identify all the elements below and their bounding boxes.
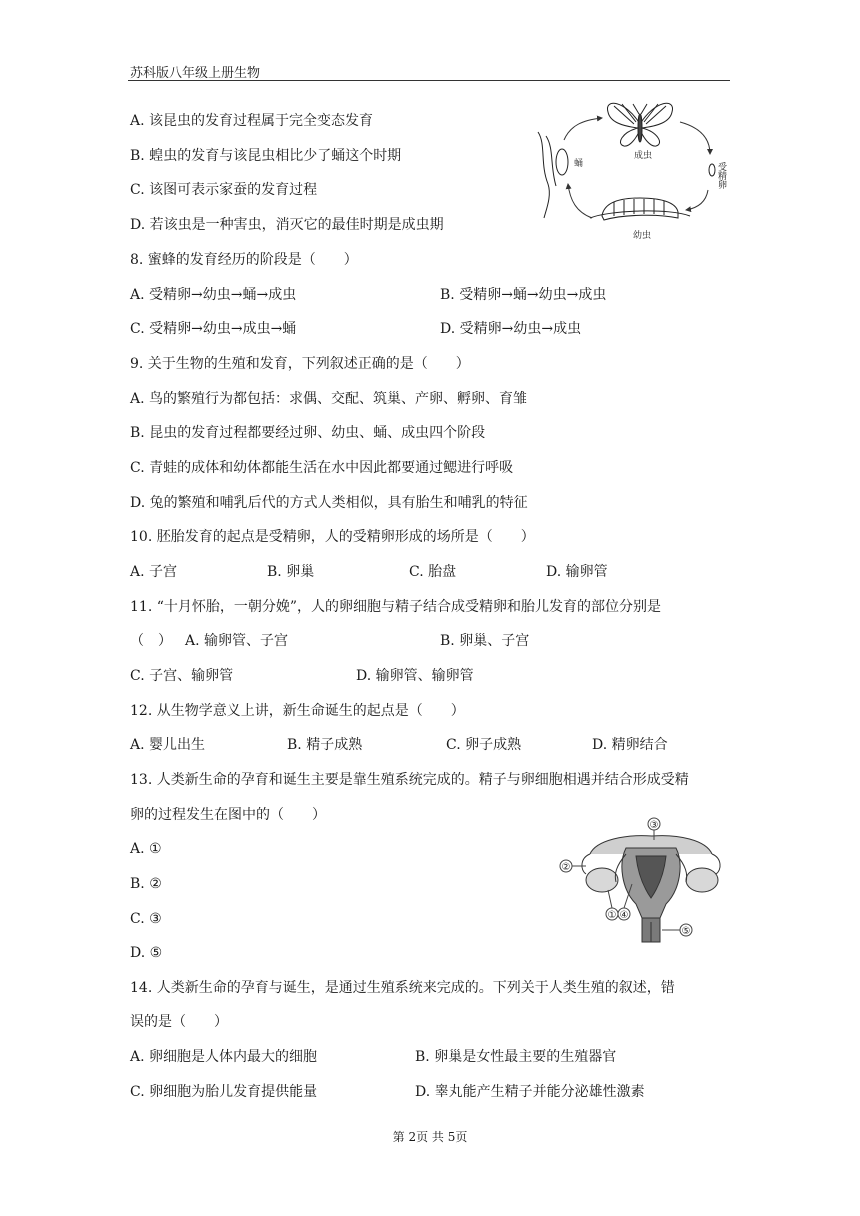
- female-reproductive-system-figure: [556, 814, 736, 946]
- q8-option-a: A. 受精卵→幼虫→蛹→成虫: [130, 287, 297, 303]
- egg-label: 受精卵: [716, 162, 726, 189]
- q13-option-c: C. ③: [130, 911, 162, 927]
- larva-icon: [590, 198, 690, 220]
- q13-option-a: A. ①: [130, 841, 162, 857]
- q9-option-b: B. 昆虫的发育过程都要经过卵、幼虫、蛹、成虫四个阶段: [130, 425, 486, 441]
- q8-option-b: B. 受精卵→蛹→幼虫→成虫: [440, 287, 607, 303]
- larva-label: 幼虫: [633, 231, 652, 241]
- q11-option-c: C. 子宫、输卵管: [130, 668, 234, 684]
- butterfly-icon: [608, 103, 673, 146]
- q10-option-b: B. 卵巢: [267, 564, 315, 580]
- page-footer: 第 2页 共 5页: [392, 1130, 468, 1144]
- arrow-pupa-to-adult: [564, 118, 602, 140]
- q12-stem: 12. 从生物学意义上讲，新生命诞生的起点是（ ）: [130, 703, 465, 719]
- q12-option-b: B. 精子成熟: [287, 737, 363, 753]
- document-header: 苏科版八年级上册生物: [130, 66, 261, 81]
- q9-option-d: D. 兔的繁殖和哺乳后代的方式人类相似，具有胎生和哺乳的特征: [130, 495, 528, 511]
- q8-option-d: D. 受精卵→幼虫→成虫: [440, 321, 582, 337]
- insect-life-cycle-figure: [530, 94, 740, 246]
- q7-option-d: D. 若该虫是一种害虫，消灭它的最佳时期是成虫期: [130, 217, 444, 233]
- q10-stem: 10. 胚胎发育的起点是受精卵，人的受精卵形成的场所是（ ）: [130, 529, 535, 545]
- q14-stem-line2: 误的是（ ）: [130, 1014, 228, 1030]
- q9-stem: 9. 关于生物的生殖和发育，下列叙述正确的是（ ）: [130, 356, 470, 372]
- q9-option-a: A. 鸟的繁殖行为都包括：求偶、交配、筑巢、产卵、孵卵、育雏: [130, 391, 528, 407]
- q12-option-d: D. 精卵结合: [592, 737, 668, 753]
- egg-icon: [709, 164, 715, 176]
- q11-paren: （ ）: [130, 633, 172, 649]
- label-1: ①: [607, 910, 617, 921]
- q12-option-c: C. 卵子成熟: [446, 737, 522, 753]
- uterus-illustration: [582, 836, 720, 942]
- q14-option-c: C. 卵细胞为胎儿发育提供能量: [130, 1084, 318, 1100]
- q11-stem: 11. “十月怀胎，一朝分娩”，人的卵细胞与精子结合成受精卵和胎儿发育的部位分别是: [130, 599, 662, 615]
- q11-option-b: B. 卵巢、子宫: [440, 633, 530, 649]
- q7-option-a: A. 该昆虫的发育过程属于完全变态发育: [130, 113, 374, 129]
- arrow-adult-to-egg: [680, 122, 710, 154]
- q7-option-c: C. 该图可表示家蚕的发育过程: [130, 182, 318, 198]
- label-2: ②: [561, 862, 571, 873]
- adult-label: 成虫: [634, 151, 653, 161]
- header-rule: [128, 80, 730, 81]
- q8-stem: 8. 蜜蜂的发育经历的阶段是（ ）: [130, 252, 358, 268]
- q14-stem-line1: 14. 人类新生命的孕育与诞生，是通过生殖系统来完成的。下列关于人类生殖的叙述，错: [130, 980, 675, 996]
- q10-option-c: C. 胎盘: [409, 564, 457, 580]
- q11-option-d: D. 输卵管、输卵管: [356, 668, 474, 684]
- q7-option-b: B. 蝗虫的发育与该昆虫相比少了蛹这个时期: [130, 148, 402, 164]
- label-3: ③: [649, 820, 659, 831]
- q10-option-d: D. 输卵管: [546, 564, 608, 580]
- q9-option-c: C. 青蛙的成体和幼体都能生活在水中因此都要通过鳃进行呼吸: [130, 460, 514, 476]
- arrow-egg-to-larva: [686, 190, 708, 210]
- q13-stem-line2: 卵的过程发生在图中的（ ）: [130, 807, 326, 823]
- q14-option-d: D. 睾丸能产生精子并能分泌雄性激素: [415, 1084, 645, 1100]
- q11-option-a: A. 输卵管、子宫: [185, 633, 289, 649]
- q13-stem-line1: 13. 人类新生命的孕育和诞生主要是靠生殖系统完成的。精子与卵细胞相遇并结合形成受精: [130, 772, 689, 788]
- q13-option-d: D. ⑤: [130, 945, 163, 961]
- pupa-icon: [538, 132, 568, 218]
- q14-option-b: B. 卵巢是女性最主要的生殖器官: [415, 1049, 617, 1065]
- q13-option-b: B. ②: [130, 876, 162, 892]
- q8-option-c: C. 受精卵→幼虫→成虫→蛹: [130, 321, 297, 337]
- q14-option-a: A. 卵细胞是人体内最大的细胞: [130, 1049, 318, 1065]
- q10-option-a: A. 子宫: [130, 564, 178, 580]
- label-4: ④: [619, 910, 629, 921]
- pupa-label: 蛹: [574, 159, 584, 169]
- arrow-larva-to-pupa: [568, 184, 592, 218]
- q12-option-a: A. 婴儿出生: [130, 737, 206, 753]
- label-5: ⑤: [681, 926, 691, 937]
